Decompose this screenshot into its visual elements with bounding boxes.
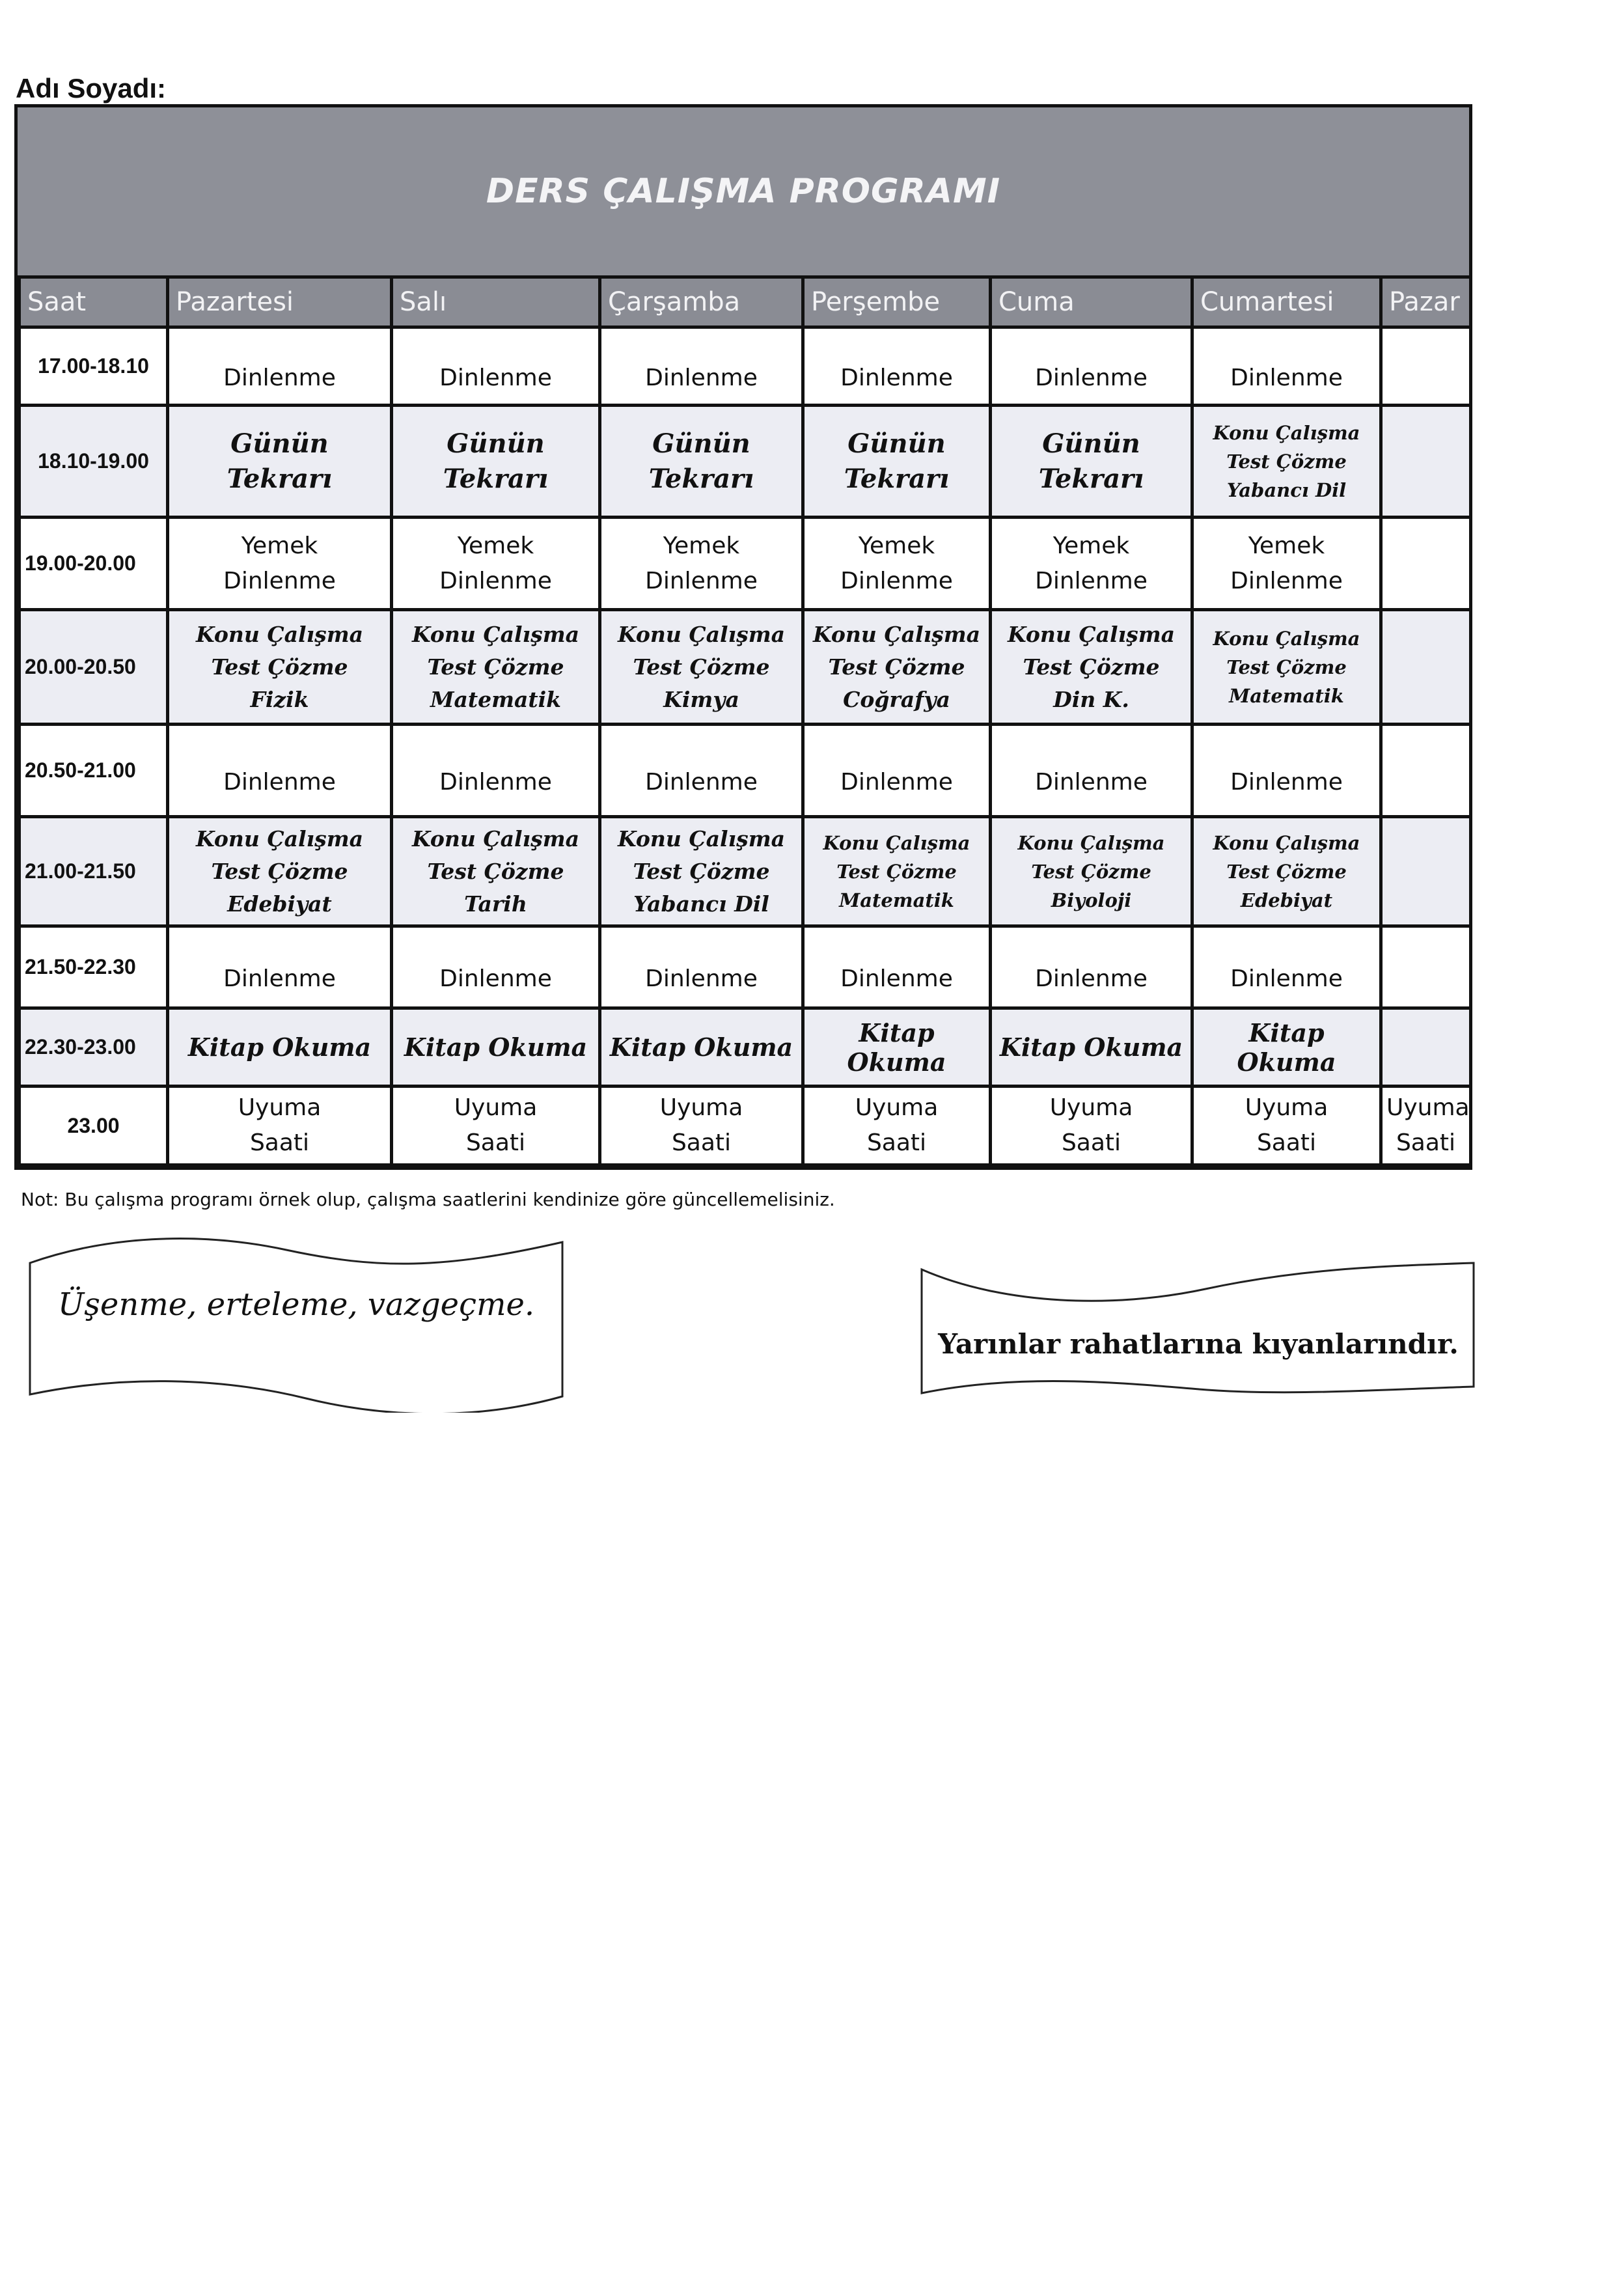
cell-line: Uyuma — [238, 1094, 322, 1121]
schedule-cell — [600, 610, 803, 725]
schedule-cell — [991, 1008, 1192, 1087]
schedule-cell — [392, 327, 600, 406]
cell-line: Saati — [671, 1129, 732, 1156]
cell-line: Günün — [447, 428, 545, 459]
schedule-cell — [991, 406, 1192, 518]
cell-line: Dinlenme — [645, 769, 758, 796]
cell-line: Günün — [1042, 428, 1140, 459]
schedule-cell — [168, 725, 392, 817]
cell-line: Yabancı Dil — [1226, 478, 1347, 501]
cell-line: Konu Çalışma — [1213, 627, 1360, 650]
schedule-cell — [600, 817, 803, 926]
cell-line: Kitap Okuma — [187, 1032, 372, 1062]
column-header-cumartesi: Cumartesi — [1192, 279, 1381, 327]
schedule-cell — [1381, 926, 1471, 1008]
schedule-cell — [1192, 610, 1381, 725]
time-cell: 22.30-23.00 — [20, 1008, 168, 1087]
column-header--ar-amba: Çarşamba — [600, 279, 803, 327]
cell-line: Günün — [652, 428, 750, 459]
table-row — [20, 327, 1471, 406]
schedule-cell — [600, 406, 803, 518]
cell-line: Test Çözme — [1031, 860, 1151, 883]
schedule-cell — [168, 327, 392, 406]
cell-line: Dinlenme — [439, 365, 552, 391]
cell-line: Test Çözme — [1023, 654, 1160, 680]
schedule-cell — [392, 406, 600, 518]
cell-line: Konu Çalışma — [1017, 831, 1165, 854]
cell-line: Din K. — [1053, 686, 1129, 712]
column-header-pazar: Pazar — [1381, 279, 1471, 327]
cell-line: Kitap Okuma — [847, 1018, 946, 1077]
column-header-sal-: Salı — [392, 279, 600, 327]
cell-line: Tekrarı — [227, 463, 333, 494]
cell-line: Dinlenme — [1230, 769, 1343, 796]
cell-line: Dinlenme — [840, 965, 953, 992]
schedule-cell — [991, 725, 1192, 817]
cell-line: Test Çözme — [633, 654, 770, 680]
cell-line: Test Çözme — [1226, 656, 1347, 678]
cell-line: Uyuma — [1386, 1094, 1470, 1121]
cell-line: Dinlenme — [1035, 769, 1148, 796]
schedule-cell — [168, 1087, 392, 1165]
schedule-cell — [1381, 327, 1471, 406]
cell-line: Konu Çalışma — [411, 621, 580, 647]
cell-line: Dinlenme — [439, 769, 552, 796]
schedule-cell — [600, 327, 803, 406]
cell-line: Test Çözme — [211, 654, 348, 680]
cell-line: Dinlenme — [840, 567, 953, 594]
schedule-cell — [600, 1087, 803, 1165]
cell-line: Kitap Okuma — [999, 1032, 1183, 1062]
schedule-cell — [991, 327, 1192, 406]
schedule-cell — [1381, 1008, 1471, 1087]
schedule-cell — [168, 610, 392, 725]
cell-line: Dinlenme — [439, 965, 552, 992]
cell-line: Dinlenme — [840, 769, 953, 796]
cell-line: Tarih — [464, 891, 527, 917]
schedule-cell — [168, 518, 392, 610]
schedule-cell — [392, 518, 600, 610]
schedule-cell — [803, 817, 991, 926]
cell-line: Konu Çalışma — [1213, 831, 1360, 854]
cell-line: Konu Çalışma — [823, 831, 970, 854]
header-row — [20, 279, 1471, 327]
schedule-cell — [392, 926, 600, 1008]
cell-line: Dinlenme — [223, 965, 336, 992]
cell-line: Yemek — [663, 532, 740, 559]
schedule-cell — [1192, 1087, 1381, 1165]
cell-line: Yemek — [858, 532, 935, 559]
time-cell: 20.50-21.00 — [20, 725, 168, 817]
motto-left: Üşenme, erteleme, vazgeçme. — [57, 1286, 535, 1323]
cell-line: Uyuma — [1245, 1094, 1328, 1121]
table-row — [20, 518, 1471, 610]
cell-line: Yemek — [1053, 532, 1130, 559]
cell-line: Biyoloji — [1051, 889, 1132, 911]
schedule-cell — [803, 725, 991, 817]
schedule-cell — [1381, 518, 1471, 610]
cell-line: Tekrarı — [844, 463, 950, 494]
cell-line: Dinlenme — [645, 365, 758, 391]
cell-line: Kimya — [663, 686, 739, 712]
motto-scroll-left — [26, 1224, 566, 1413]
cell-line: Konu Çalışma — [195, 825, 364, 852]
schedule-body — [20, 327, 1471, 1165]
cell-line: Konu Çalışma — [617, 621, 786, 647]
cell-line: Dinlenme — [223, 365, 336, 391]
schedule-cell — [392, 1008, 600, 1087]
schedule-cell — [1381, 725, 1471, 817]
schedule-cell — [600, 518, 803, 610]
cell-line: Matematik — [839, 889, 954, 911]
cell-line: Edebiyat — [1240, 889, 1333, 911]
cell-line: Test Çözme — [211, 858, 348, 884]
schedule-cell — [803, 327, 991, 406]
cell-line: Test Çözme — [427, 858, 564, 884]
time-cell: 20.00-20.50 — [20, 610, 168, 725]
cell-line: Konu Çalışma — [411, 825, 580, 852]
cell-line: Test Çözme — [633, 858, 770, 884]
cell-line: Dinlenme — [1035, 567, 1148, 594]
cell-line: Matematik — [1229, 684, 1344, 707]
cell-line: Kitap Okuma — [404, 1032, 588, 1062]
schedule-cell — [991, 817, 1192, 926]
schedule-cell — [1192, 926, 1381, 1008]
time-cell: 23.00 — [20, 1087, 168, 1165]
schedule-cell — [600, 725, 803, 817]
cell-line: Tekrarı — [443, 463, 549, 494]
schedule-table — [18, 279, 1472, 1167]
cell-line: Yemek — [457, 532, 534, 559]
cell-line: Uyuma — [1049, 1094, 1133, 1121]
table-row — [20, 725, 1471, 817]
schedule-cell — [991, 926, 1192, 1008]
cell-line: Test Çözme — [427, 654, 564, 680]
time-cell: 21.00-21.50 — [20, 817, 168, 926]
schedule-cell — [991, 610, 1192, 725]
column-header-saat: Saat — [20, 279, 168, 327]
motto-scroll-right — [919, 1250, 1478, 1406]
table-row — [20, 406, 1471, 518]
cell-line: Uyuma — [855, 1094, 939, 1121]
cell-line: Saati — [1256, 1129, 1317, 1156]
column-header-pazartesi: Pazartesi — [168, 279, 392, 327]
schedule-cell — [600, 926, 803, 1008]
schedule-cell — [803, 1008, 991, 1087]
cell-line: Dinlenme — [645, 965, 758, 992]
banner — [18, 107, 1469, 279]
cell-line: Kitap Okuma — [609, 1032, 793, 1062]
table-row — [20, 1087, 1471, 1165]
cell-line: Dinlenme — [1035, 365, 1148, 391]
schedule-cell — [803, 926, 991, 1008]
cell-line: Coğrafya — [843, 686, 950, 712]
cell-line: Uyuma — [659, 1094, 743, 1121]
cell-line: Yemek — [241, 532, 318, 559]
schedule-cell — [392, 610, 600, 725]
cell-line: Saati — [465, 1129, 526, 1156]
schedule-cell — [600, 1008, 803, 1087]
name-label: Adı Soyadı: — [16, 73, 167, 104]
schedule-cell — [1381, 406, 1471, 518]
note-text: Not: Bu çalışma programı örnek olup, çalışma saatlerini kendinize göre güncellemelisiniz. — [21, 1189, 835, 1210]
time-cell: 17.00-18.10 — [20, 327, 168, 406]
cell-line: Dinlenme — [645, 567, 758, 594]
cell-line: Uyuma — [454, 1094, 538, 1121]
schedule-cell — [1192, 725, 1381, 817]
cell-line: Konu Çalışma — [617, 825, 786, 852]
schedule-cell — [392, 725, 600, 817]
cell-line: Saati — [1396, 1129, 1456, 1156]
schedule-cell — [1192, 518, 1381, 610]
study-schedule — [14, 104, 1472, 1170]
cell-line: Test Çözme — [1226, 860, 1347, 883]
table-row — [20, 610, 1471, 725]
cell-line: Dinlenme — [439, 567, 552, 594]
cell-line: Test Çözme — [836, 860, 957, 883]
time-cell: 19.00-20.00 — [20, 518, 168, 610]
cell-line: Dinlenme — [1230, 567, 1343, 594]
table-row — [20, 1008, 1471, 1087]
schedule-cell — [1192, 1008, 1381, 1087]
cell-line: Kitap Okuma — [1237, 1018, 1336, 1077]
schedule-cell — [392, 817, 600, 926]
time-cell: 18.10-19.00 — [20, 406, 168, 518]
time-cell: 21.50-22.30 — [20, 926, 168, 1008]
cell-line: Yabancı Dil — [633, 891, 769, 917]
cell-line: Dinlenme — [840, 365, 953, 391]
column-header-cuma: Cuma — [991, 279, 1192, 327]
schedule-cell — [392, 1087, 600, 1165]
schedule-cell — [168, 1008, 392, 1087]
schedule-cell — [1381, 1087, 1471, 1165]
schedule-cell — [168, 926, 392, 1008]
cell-line: Test Çözme — [828, 654, 965, 680]
cell-line: Konu Çalışma — [1213, 421, 1360, 444]
column-header-per-embe: Perşembe — [803, 279, 991, 327]
cell-line: Konu Çalışma — [812, 621, 981, 647]
banner-title: DERS ÇALIŞMA PROGRAMI — [486, 172, 1001, 211]
cell-line: Edebiyat — [227, 891, 332, 917]
cell-line: Saati — [1061, 1129, 1122, 1156]
table-row — [20, 926, 1471, 1008]
schedule-cell — [991, 518, 1192, 610]
cell-line: Tekrarı — [648, 463, 754, 494]
cell-line: Yemek — [1248, 532, 1325, 559]
cell-line: Tekrarı — [1038, 463, 1144, 494]
schedule-cell — [803, 610, 991, 725]
schedule-cell — [168, 817, 392, 926]
cell-line: Fizik — [250, 686, 309, 712]
cell-line: Saati — [866, 1129, 927, 1156]
schedule-cell — [1192, 327, 1381, 406]
cell-line: Dinlenme — [1230, 365, 1343, 391]
cell-line: Günün — [847, 428, 946, 459]
schedule-cell — [1192, 817, 1381, 926]
schedule-cell — [1381, 817, 1471, 926]
schedule-cell — [803, 406, 991, 518]
cell-line: Günün — [230, 428, 329, 459]
motto-right: Yarınlar rahatlarına kıyanlarındır. — [938, 1328, 1459, 1360]
cell-line: Dinlenme — [223, 567, 336, 594]
cell-line: Dinlenme — [223, 769, 336, 796]
cell-line: Matematik — [430, 686, 562, 712]
schedule-cell — [168, 406, 392, 518]
schedule-cell — [803, 518, 991, 610]
cell-line: Konu Çalışma — [195, 621, 364, 647]
schedule-cell — [1381, 610, 1471, 725]
cell-line: Test Çözme — [1226, 450, 1347, 473]
table-row — [20, 817, 1471, 926]
cell-line: Dinlenme — [1230, 965, 1343, 992]
cell-line: Dinlenme — [1035, 965, 1148, 992]
schedule-cell — [1192, 406, 1381, 518]
schedule-cell — [991, 1087, 1192, 1165]
cell-line: Saati — [249, 1129, 310, 1156]
schedule-cell — [803, 1087, 991, 1165]
cell-line: Konu Çalışma — [1007, 621, 1176, 647]
